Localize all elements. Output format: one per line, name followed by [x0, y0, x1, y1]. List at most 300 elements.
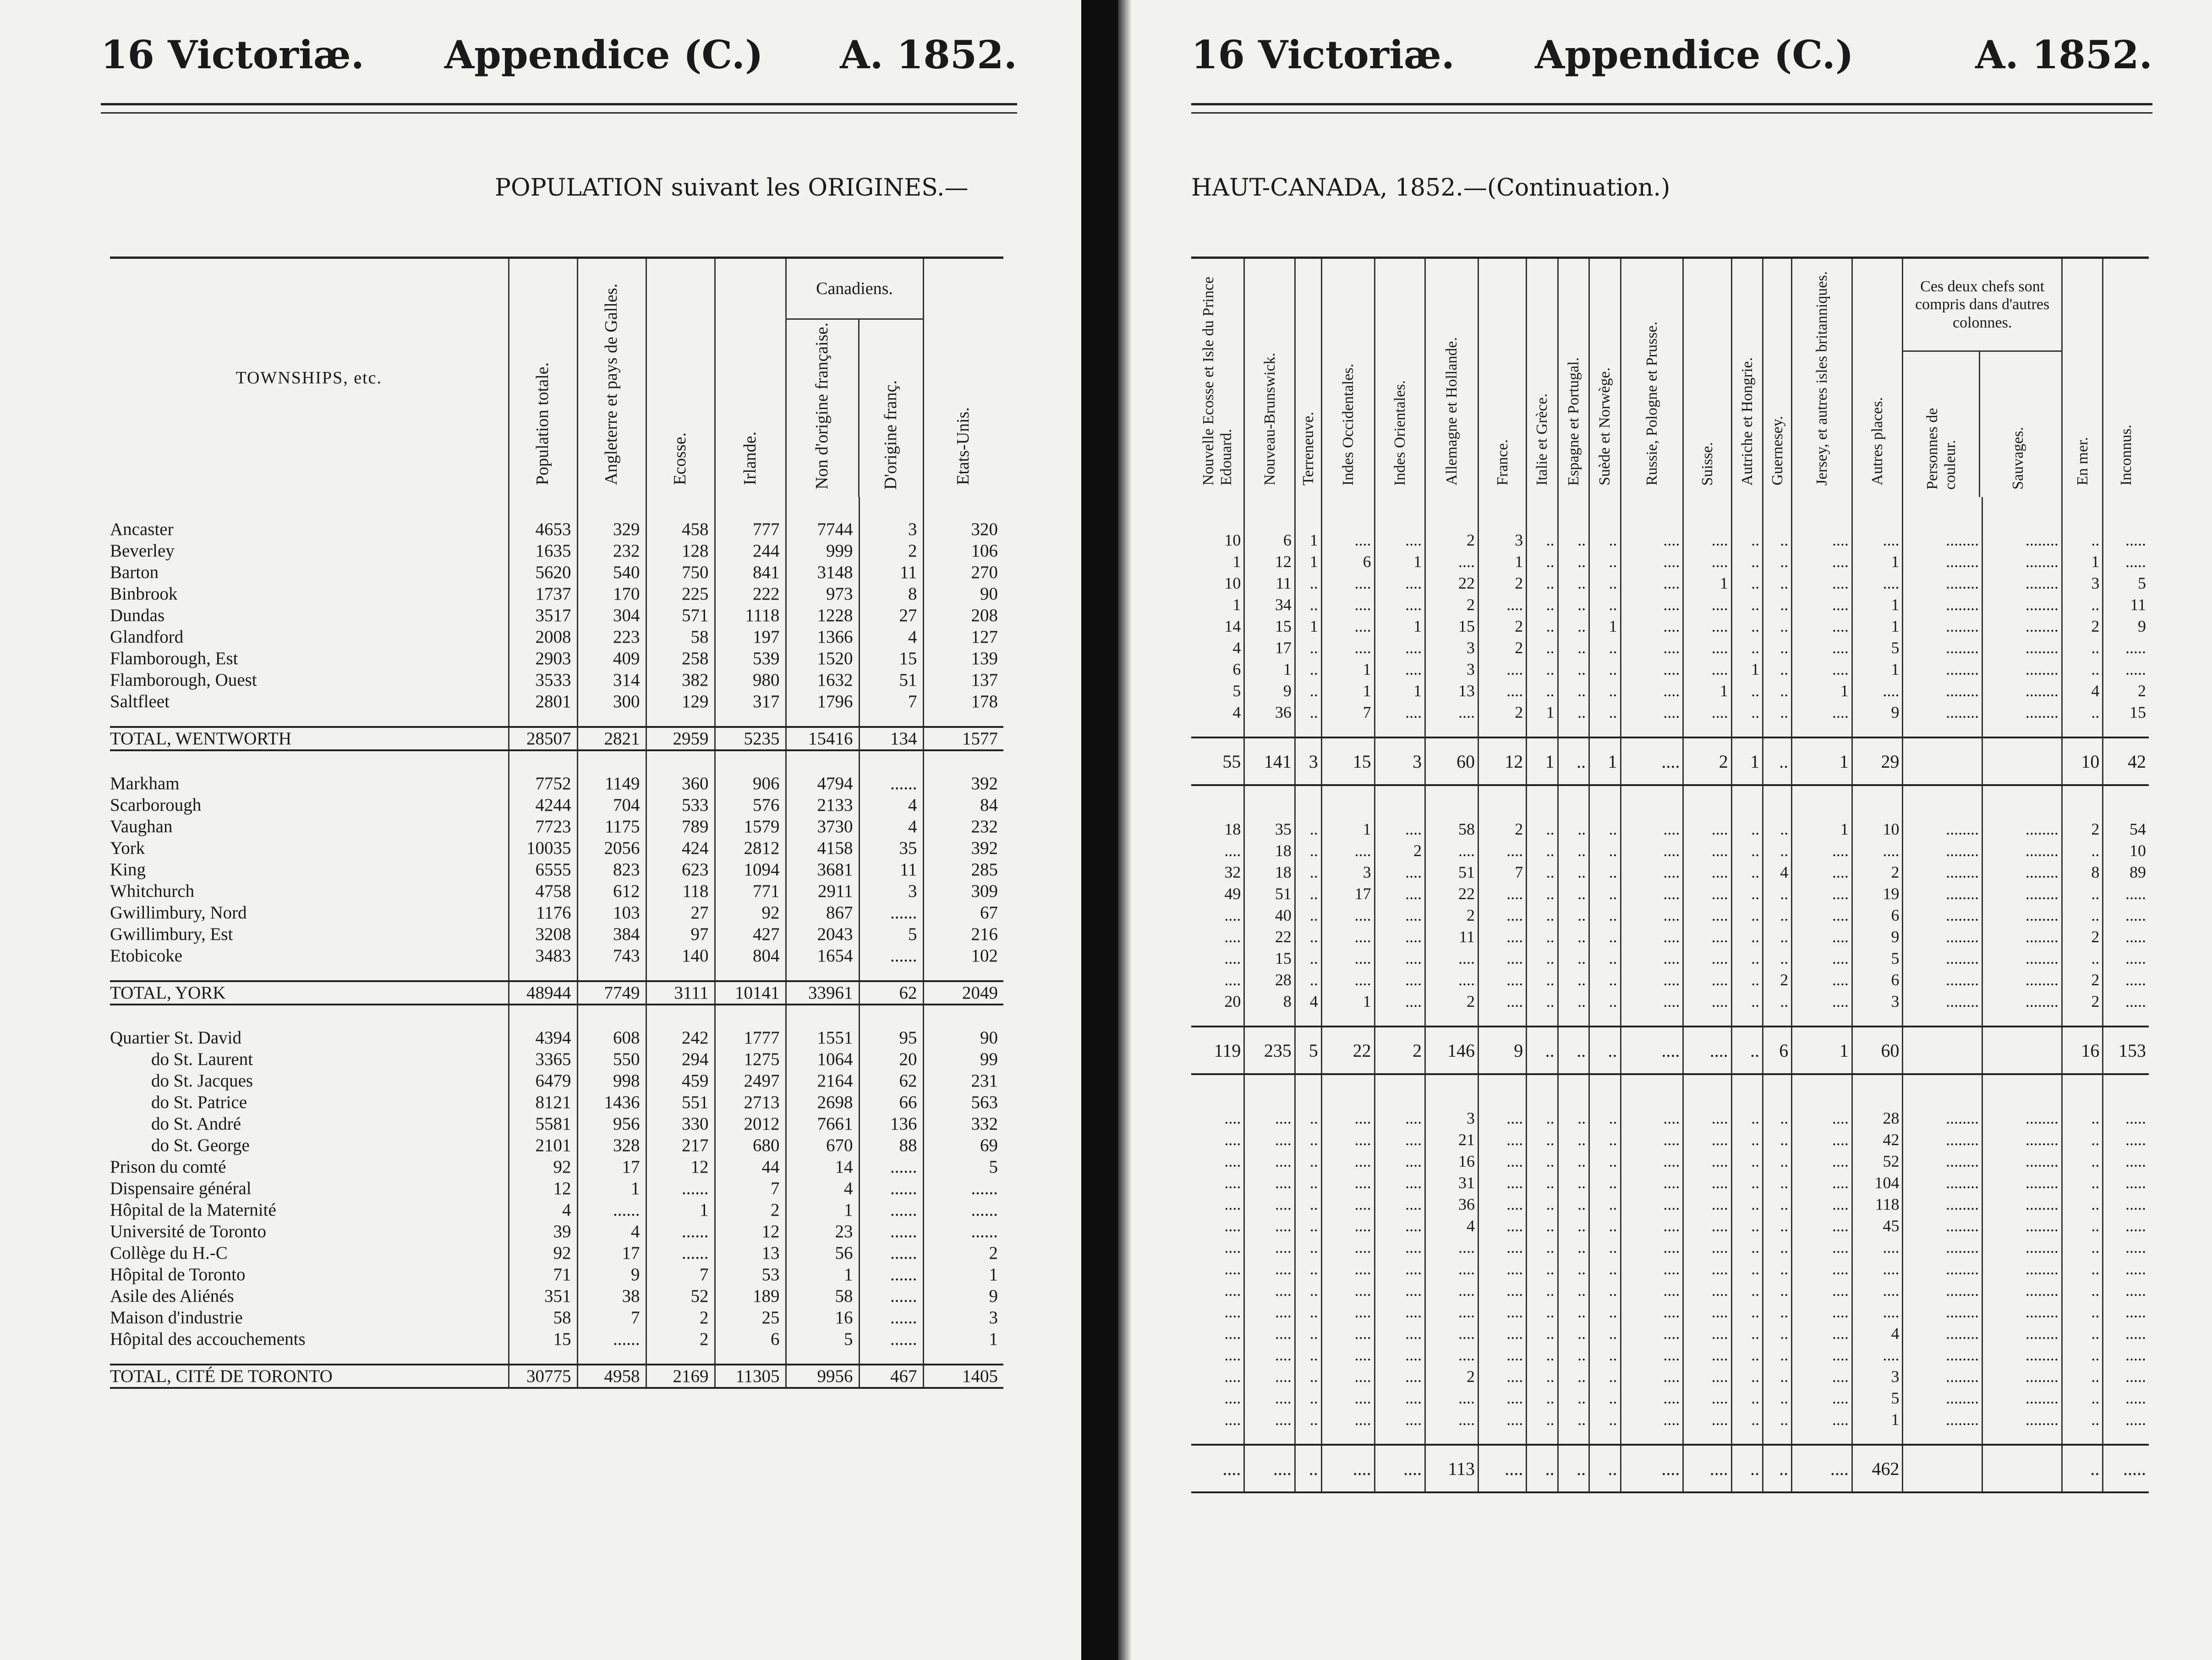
table-cell: 1: [1852, 658, 1903, 680]
table-cell: ........: [1982, 551, 2062, 572]
table-cell: ....: [1224, 1388, 1241, 1407]
table-cell: ....: [1478, 969, 1526, 990]
table-cell: ....: [1425, 840, 1478, 861]
table-cell: ..: [1731, 701, 1763, 723]
table-cell: 189: [715, 1285, 786, 1307]
table-cell: 35: [1244, 818, 1295, 840]
table-cell: ........: [1982, 947, 2062, 969]
table-cell: 15: [509, 1328, 577, 1350]
table-cell: 84: [923, 794, 1003, 816]
table-cell: 1: [1478, 551, 1526, 572]
table-cell: ....: [1792, 615, 1852, 637]
table-cell: ........: [1982, 926, 2062, 947]
table-cell: 1737: [509, 583, 577, 605]
table-cell: ........: [1982, 1409, 2062, 1430]
table-cell: ..: [1295, 637, 1321, 658]
table-cell: ..: [1527, 1236, 1558, 1258]
table-cell: 2101: [509, 1135, 577, 1156]
total-cell: ....: [1683, 1445, 1731, 1492]
table-cell: ....: [1478, 1236, 1526, 1258]
table-cell: ..: [1763, 840, 1792, 861]
table-row: [110, 626, 1003, 648]
table-cell: ..: [2062, 658, 2102, 680]
table-cell: ........: [1903, 990, 1982, 1012]
table-cell: 225: [646, 583, 715, 605]
table-cell: 2: [1425, 529, 1478, 551]
table-cell: ....: [1425, 1279, 1478, 1301]
table-cell: ....: [1621, 1322, 1683, 1344]
table-cell: ..: [1589, 637, 1621, 658]
left-header-annee: A. 1852.: [840, 32, 1017, 77]
table-cell: ....: [1374, 883, 1425, 904]
table-cell: ..: [1589, 1236, 1621, 1258]
table-cell: ..: [1731, 680, 1763, 701]
row-label: do St. Jacques: [151, 1071, 253, 1091]
table-cell: ....: [1374, 969, 1425, 990]
table-cell: 5: [1852, 947, 1903, 969]
table-cell: ....: [1683, 1172, 1731, 1193]
group-spacer: [1191, 785, 2149, 818]
table-cell: ....: [1224, 1173, 1241, 1192]
col-header: Russie, Pologne et Prusse.: [1621, 258, 1683, 497]
table-cell: 12: [1244, 551, 1295, 572]
table-cell: ..: [1763, 1129, 1792, 1150]
table-row: [110, 1242, 1003, 1264]
table-cell: 7: [577, 1307, 646, 1328]
total-cell: 153: [2103, 1027, 2149, 1074]
total-cell: 146: [1425, 1027, 1478, 1074]
col-header: France.: [1478, 258, 1526, 497]
table-cell: ....: [1224, 1324, 1241, 1343]
total-cell: 2: [1374, 1027, 1425, 1074]
table-cell: ..: [1558, 1215, 1589, 1236]
table-cell: 22: [1425, 883, 1478, 904]
right-header-appendix: Appendice (C.): [1535, 32, 1854, 77]
table-row: [110, 691, 1003, 712]
table-cell: ....: [1224, 970, 1241, 989]
table-cell: ....: [1621, 701, 1683, 723]
table-cell: ..: [1589, 680, 1621, 701]
table-cell: .....: [2103, 947, 2149, 969]
table-cell: ..: [1589, 572, 1621, 594]
row-label: Dundas: [110, 606, 165, 625]
table-cell: 4394: [509, 1027, 577, 1048]
table-row: [110, 1113, 1003, 1135]
table-cell: ..: [2062, 1150, 2102, 1172]
table-cell: ......: [923, 1199, 1003, 1221]
table-cell: ..: [1527, 1322, 1558, 1344]
table-cell: 39: [509, 1221, 577, 1242]
table-cell: 104: [1852, 1172, 1903, 1193]
row-label: Beverley: [110, 541, 175, 561]
table-cell: 3681: [786, 859, 859, 880]
table-cell: 38: [577, 1285, 646, 1307]
table-cell: ........: [1903, 1301, 1982, 1322]
table-cell: ..: [1763, 1215, 1792, 1236]
table-cell: 2008: [509, 626, 577, 648]
table-cell: ....: [1683, 551, 1731, 572]
table-cell: ..: [1295, 572, 1321, 594]
table-cell: ..: [1295, 969, 1321, 990]
col-sauvages: Sauvages.: [1979, 352, 2056, 497]
table-cell: ..: [2062, 1409, 2102, 1430]
table-cell: 12: [509, 1178, 577, 1199]
table-cell: ....: [1621, 818, 1683, 840]
table-cell: ........: [1982, 529, 2062, 551]
table-cell: ........: [1982, 883, 2062, 904]
table-cell: ......: [859, 1221, 923, 1242]
table-cell: 1175: [577, 816, 646, 837]
total-cell: 12: [1478, 737, 1526, 785]
table-cell: ....: [1374, 658, 1425, 680]
table-cell: ..: [1558, 1409, 1589, 1430]
table-cell: ....: [1244, 1107, 1295, 1129]
table-cell: ......: [859, 1264, 923, 1285]
table-cell: ..: [1295, 701, 1321, 723]
col-non-francaise: Non d'origine française.: [812, 322, 832, 490]
table-cell: 11: [1425, 926, 1478, 947]
table-cell: ....: [1321, 1215, 1374, 1236]
table-cell: 2: [923, 1242, 1003, 1264]
total-cell: 7749: [577, 981, 646, 1005]
table-cell: .....: [2103, 1215, 2149, 1236]
table-cell: 270: [923, 562, 1003, 583]
left-header-year-label: 16 Victoriæ.: [101, 32, 365, 77]
table-cell: ....: [1321, 1365, 1374, 1387]
table-cell: ....: [1224, 1152, 1241, 1170]
group-spacer: [110, 1350, 1003, 1365]
table-row: [1191, 990, 2149, 1012]
table-cell: 332: [923, 1113, 1003, 1135]
table-cell: ....: [1792, 637, 1852, 658]
table-row: [1191, 1301, 2149, 1322]
table-cell: 4: [1852, 1322, 1903, 1344]
table-cell: ....: [1244, 1409, 1295, 1430]
table-cell: 2: [1425, 904, 1478, 926]
table-cell: ....: [1683, 1344, 1731, 1365]
row-label: Ancaster: [110, 519, 174, 539]
table-cell: 49: [1224, 884, 1241, 903]
table-cell: ..: [1295, 1322, 1321, 1344]
table-cell: 576: [715, 794, 786, 816]
table-cell: 956: [577, 1113, 646, 1135]
table-cell: 7661: [786, 1113, 859, 1135]
total-cell: 2959: [646, 727, 715, 750]
table-row: [110, 1070, 1003, 1092]
table-cell: 20: [859, 1048, 923, 1070]
table-cell: 612: [577, 880, 646, 902]
table-cell: ..: [1589, 904, 1621, 926]
table-cell: 5: [2103, 572, 2149, 594]
table-cell: ....: [1321, 1129, 1374, 1150]
table-row: [1191, 883, 2149, 904]
table-cell: ....: [1478, 883, 1526, 904]
table-cell: ..: [1731, 1193, 1763, 1215]
total-cell: ..: [1295, 1445, 1321, 1492]
table-cell: ....: [1478, 1365, 1526, 1387]
table-cell: 743: [577, 945, 646, 967]
table-row: [1191, 615, 2149, 637]
col-header: Nouvelle Ecosse et Isle du Prince Edouard.: [1200, 276, 1235, 486]
table-cell: ........: [1982, 637, 2062, 658]
table-cell: ....: [1321, 926, 1374, 947]
total-cell: 1: [1792, 1027, 1852, 1074]
table-row: [110, 540, 1003, 562]
table-cell: ....: [1478, 1344, 1526, 1365]
table-cell: ..: [1589, 883, 1621, 904]
table-cell: ....: [1224, 1195, 1241, 1213]
table-cell: 58: [646, 626, 715, 648]
table-cell: 69: [923, 1135, 1003, 1156]
col-canadiens-group: [786, 258, 923, 497]
table-cell: ..: [2062, 701, 2102, 723]
table-cell: ....: [1683, 1107, 1731, 1129]
table-cell: 92: [509, 1156, 577, 1178]
col-canadiens: Canadiens.: [787, 259, 923, 320]
total-cell: 42: [2103, 737, 2149, 785]
table-cell: ....: [1792, 947, 1852, 969]
table-cell: 14: [1224, 617, 1241, 635]
table-cell: ....: [1852, 840, 1903, 861]
table-cell: 52: [1852, 1150, 1903, 1172]
left-header-rule-thin: [101, 112, 1017, 114]
table-cell: ....: [1852, 1344, 1903, 1365]
table-row: [1191, 861, 2149, 883]
table-cell: ....: [1683, 904, 1731, 926]
table-cell: ....: [1683, 658, 1731, 680]
table-cell: 1: [1295, 615, 1321, 637]
left-page-subtitle: POPULATION suivant les ORIGINES.—: [495, 174, 969, 202]
table-cell: ....: [1425, 1344, 1478, 1365]
table-cell: ....: [1683, 529, 1731, 551]
table-cell: ....: [1478, 1387, 1526, 1409]
table-cell: ....: [1852, 680, 1903, 701]
table-cell: 2164: [786, 1070, 859, 1092]
table-cell: 533: [646, 794, 715, 816]
table-cell: 12: [715, 1221, 786, 1242]
table-cell: ..: [1763, 1409, 1792, 1430]
table-cell: ........: [1982, 840, 2062, 861]
table-cell: ....: [1374, 1150, 1425, 1172]
table-cell: ....: [1792, 1387, 1852, 1409]
table-cell: 6479: [509, 1070, 577, 1092]
table-cell: ....: [1792, 658, 1852, 680]
table-cell: ....: [1621, 1129, 1683, 1150]
table-cell: ..: [1558, 1172, 1589, 1193]
table-row: [110, 794, 1003, 816]
table-cell: 867: [786, 902, 859, 923]
total-cell: 48944: [509, 981, 577, 1005]
total-cell: ....: [1621, 1027, 1683, 1074]
table-cell: ..: [1589, 926, 1621, 947]
table-cell: 424: [646, 837, 715, 859]
table-cell: ....: [1374, 529, 1425, 551]
table-cell: ....: [1374, 594, 1425, 615]
table-cell: 18: [1224, 819, 1241, 838]
table-cell: ....: [1621, 680, 1683, 701]
table-cell: 2: [1478, 615, 1526, 637]
col-group-note: Ces deux chefs sont compris dans d'autres colonnes.: [1903, 259, 2061, 352]
table-cell: 3730: [786, 816, 859, 837]
table-cell: 906: [715, 773, 786, 794]
table-cell: ....: [1478, 840, 1526, 861]
total-cell: 4958: [577, 1365, 646, 1388]
table-cell: 67: [923, 902, 1003, 923]
table-cell: 4: [2062, 680, 2102, 701]
table-cell: ........: [1982, 969, 2062, 990]
table-cell: 1654: [786, 945, 859, 967]
total-cell: 1: [1792, 737, 1852, 785]
table-cell: ......: [859, 1242, 923, 1264]
left-header-rule: [101, 103, 1017, 105]
table-cell: ..: [1589, 658, 1621, 680]
group-spacer: [1191, 1430, 2149, 1445]
group-spacer: [110, 750, 1003, 773]
table-cell: .....: [2103, 904, 2149, 926]
table-cell: ........: [1982, 1150, 2062, 1172]
table-cell: ..: [1589, 840, 1621, 861]
table-cell: ..: [1589, 551, 1621, 572]
total-cell: 2049: [923, 981, 1003, 1005]
table-cell: 384: [577, 923, 646, 945]
table-cell: ........: [1903, 1172, 1982, 1193]
table-cell: 140: [646, 945, 715, 967]
table-cell: 97: [646, 923, 715, 945]
table-cell: ....: [1683, 1150, 1731, 1172]
table-cell: 11: [1244, 572, 1295, 594]
table-cell: 7: [859, 691, 923, 712]
table-cell: ..: [1558, 840, 1589, 861]
table-cell: ........: [1903, 947, 1982, 969]
table-cell: ..: [1295, 680, 1321, 701]
table-row: [110, 1264, 1003, 1285]
table-row: [1191, 572, 2149, 594]
table-cell: 823: [577, 859, 646, 880]
table-cell: 62: [859, 1070, 923, 1092]
table-cell: ..: [1731, 861, 1763, 883]
table-cell: ..: [1558, 1279, 1589, 1301]
table-cell: 15: [1425, 615, 1478, 637]
table-cell: 1436: [577, 1092, 646, 1113]
table-cell: 103: [577, 902, 646, 923]
table-cell: ..: [2062, 1365, 2102, 1387]
table-cell: ..: [1589, 594, 1621, 615]
row-label: Markham: [110, 774, 180, 793]
table-cell: ........: [1903, 1129, 1982, 1150]
table-cell: ..: [1295, 1107, 1321, 1129]
row-label: Flamborough, Est: [110, 649, 238, 668]
table-cell: 2: [2062, 926, 2102, 947]
table-cell: 2: [1478, 701, 1526, 723]
table-cell: ........: [1982, 1193, 2062, 1215]
table-cell: ..: [1558, 1365, 1589, 1387]
table-cell: ......: [859, 1307, 923, 1328]
table-cell: ..: [2062, 947, 2102, 969]
table-cell: ..: [1558, 594, 1589, 615]
col-header: Autriche et Hongrie.: [1731, 258, 1763, 497]
table-cell: 1149: [577, 773, 646, 794]
table-cell: ..: [1731, 594, 1763, 615]
table-cell: 51: [859, 669, 923, 691]
table-row: [110, 605, 1003, 626]
total-cell: [1982, 1027, 2062, 1074]
table-cell: ....: [1621, 1301, 1683, 1322]
table-cell: .....: [2103, 969, 2149, 990]
table-cell: ....: [1478, 926, 1526, 947]
table-cell: ..: [1763, 551, 1792, 572]
table-cell: 16: [1425, 1150, 1478, 1172]
total-cell: ....: [1374, 1445, 1425, 1492]
total-cell: 113: [1425, 1445, 1478, 1492]
table-row: [1191, 1365, 2149, 1387]
table-cell: 1: [1295, 529, 1321, 551]
table-cell: 34: [1244, 594, 1295, 615]
table-cell: 1: [1232, 552, 1241, 571]
row-label: Université de Toronto: [110, 1222, 266, 1241]
table-cell: ..: [1731, 1150, 1763, 1172]
table-row: [1191, 1193, 2149, 1215]
table-cell: ..: [1763, 1279, 1792, 1301]
table-cell: ....: [1478, 594, 1526, 615]
table-row: [1191, 1322, 2149, 1344]
table-cell: ..: [1763, 1258, 1792, 1279]
table-cell: ..: [1558, 658, 1589, 680]
table-cell: ..: [1527, 1215, 1558, 1236]
total-row: [110, 727, 1003, 750]
table-cell: 571: [646, 605, 715, 626]
total-cell: ..: [1731, 1445, 1763, 1492]
table-cell: ........: [1903, 1236, 1982, 1258]
table-cell: ....: [1374, 1322, 1425, 1344]
table-cell: 2: [646, 1328, 715, 1350]
table-cell: ....: [1683, 637, 1731, 658]
table-cell: 3: [1852, 990, 1903, 1012]
table-cell: 1275: [715, 1048, 786, 1070]
total-cell: 10: [2062, 737, 2102, 785]
left-header-appendix: Appendice (C.): [444, 32, 763, 77]
table-cell: 5: [923, 1156, 1003, 1178]
table-cell: ..: [1527, 1301, 1558, 1322]
col-header: Autres places.: [1852, 258, 1903, 497]
table-cell: 2: [646, 1307, 715, 1328]
table-row: [1191, 1258, 2149, 1279]
table-cell: ..: [2062, 840, 2102, 861]
right-page: [1136, 0, 2212, 1660]
table-cell: ....: [1224, 1108, 1241, 1127]
table-cell: ....: [1683, 1301, 1731, 1322]
total-cell: ..: [1527, 1027, 1558, 1074]
table-cell: ..: [1558, 701, 1589, 723]
table-cell: 3: [859, 519, 923, 540]
col-etats-unis: Etats-Unis.: [923, 258, 1003, 497]
table-cell: ....: [1244, 1365, 1295, 1387]
table-cell: 11: [859, 562, 923, 583]
table-cell: ......: [646, 1221, 715, 1242]
total-cell: 15: [1321, 737, 1374, 785]
table-cell: ..: [1558, 1387, 1589, 1409]
table-cell: ..: [1731, 551, 1763, 572]
table-cell: .....: [2103, 990, 2149, 1012]
table-cell: 216: [923, 923, 1003, 945]
table-cell: 9: [1244, 680, 1295, 701]
table-cell: ....: [1792, 594, 1852, 615]
table-cell: ....: [1321, 594, 1374, 615]
table-cell: ..: [1763, 637, 1792, 658]
table-cell: ....: [1244, 1322, 1295, 1344]
table-cell: ..: [1527, 947, 1558, 969]
table-cell: 1: [1852, 594, 1903, 615]
total-cell: 3: [1295, 737, 1321, 785]
